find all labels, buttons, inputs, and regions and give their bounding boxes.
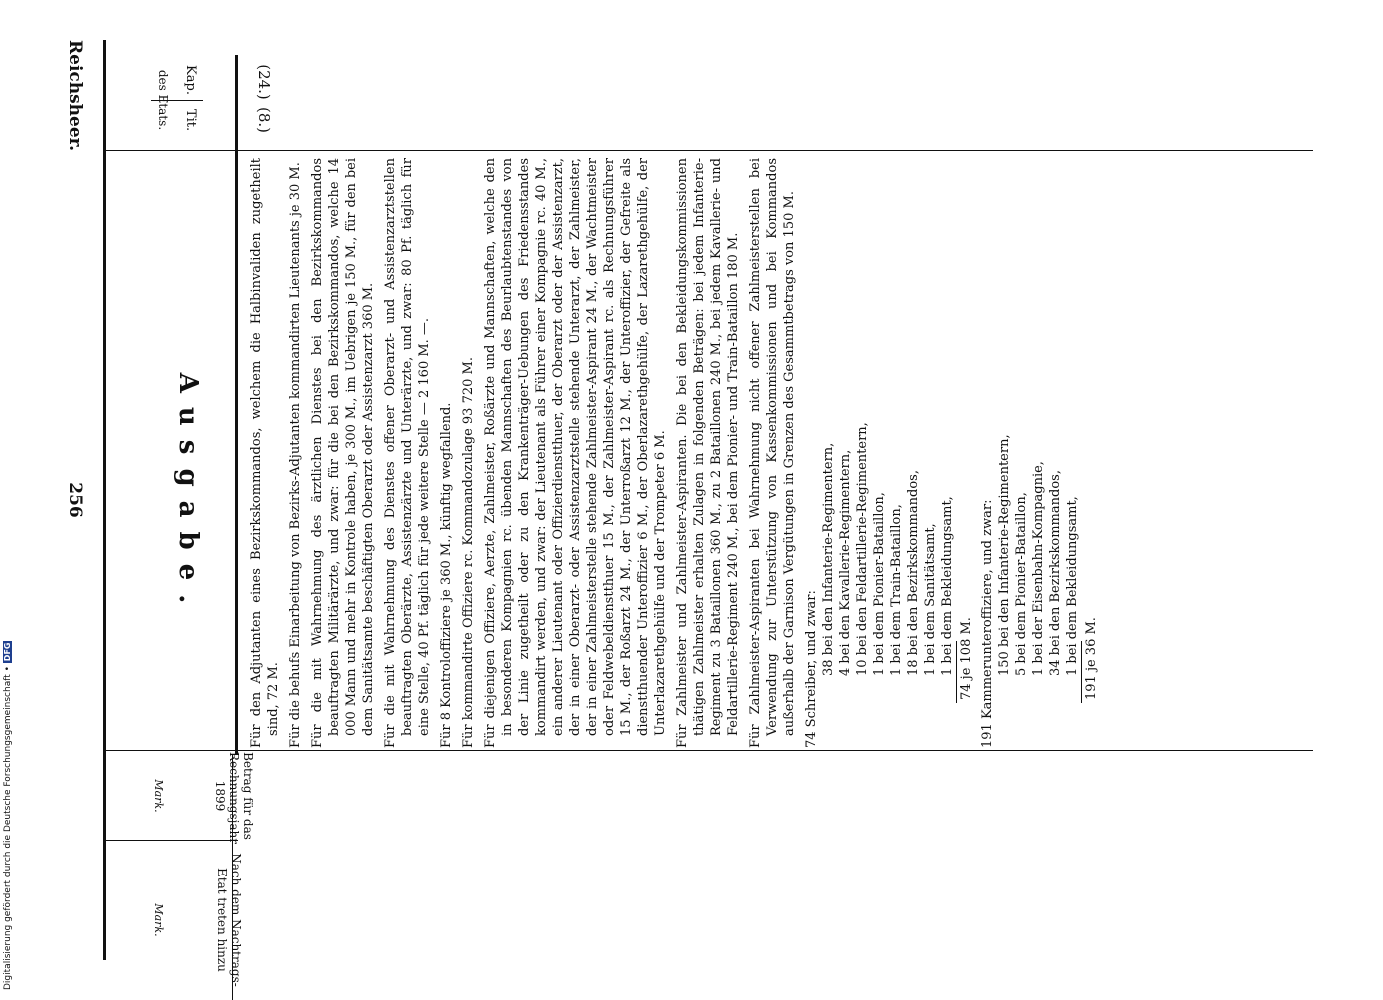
sum-rule <box>956 641 957 703</box>
des-etats-header: des Etats. <box>156 69 170 131</box>
kammer-item: 1 bei der Eisenbahn-Kompagnie, <box>1031 461 1046 676</box>
paragraph-3: Für die mit Wahrnehmung des ärztlichen Dienstes bei den Bezirkskommandos beauftragten Militärärzte, und zwar: für die bei den Bezirkskommandos, welche 14 000 Mann und mehr in Kontrole haben, je 300 M., im Uebrigen je 150 M., für den bei dem Sanitätsamte beschäftigten Oberarzt oder Assistenzarzt 360 M. <box>310 158 376 748</box>
sum-rule <box>1081 641 1082 703</box>
tit-header: Tit. <box>183 108 198 132</box>
schreiber-item: 38 bei den Infanterie-Regimentern, <box>821 442 836 676</box>
unit-mark-1: Mark. <box>152 779 165 813</box>
dfg-logo: DFG <box>3 642 12 662</box>
kammer-item: 1 bei dem Bekleidungsamt, <box>1065 496 1080 676</box>
nachtrags-etat-header: Nach dem Nachtrags-Etat treten hinzu <box>215 853 243 987</box>
kammer-item: 5 bei dem Pionier-Bataillon, <box>1014 492 1029 676</box>
schreiber-list <box>803 158 975 748</box>
paragraph-5: Für 8 Kontroloffiziere je 360 M., künftig wegfallend. <box>439 402 454 748</box>
schreiber-head: 74 Schreiber, und zwar: <box>804 590 819 748</box>
schreiber-item: 4 bei den Kavallerie-Regimentern, <box>838 449 853 676</box>
kammer-list <box>979 158 1100 748</box>
paragraph-2: Für die behufs Einarbeitung von Bezirks-Adjutanten kommandirten Lieutenants je 30 M. <box>288 162 303 748</box>
paragraph-7: Für diejenigen Offiziere, Aerzte, Zahlmeister, Roßärzte und Mannschaften, welche den in besonderen Kompagnien rc. übenden Mannschaften des Beurlaubtenstandes von der Linie zugetheilt oder zu den Krankenträger-Uebungen des Friedensstandes kommandirt werden, und zwar: der Lieutenant als Führer einer Kompagnie rc. 40 M., ein anderer Lieutenant oder Offizierdienstthuer, der Oberarzt oder der Assistenzarzt, der in einer Oberarzt- oder Assistenzarztstelle stehende Unterarzt, der Zahlmeister, der in einer Zahlmeisterstelle stehende Zahlmeister-Aspirant 24 M., der Wachtmeister oder Feldwebeldienstthuer 15 M., der Zahlmeister-Aspirant rc. als Rechnungsführer 15 M., der Roßarzt 24 M., der Unterroßarzt 12 M., der Unteroffizier, der Gefreite als dienstthuender Unteroffizier 6 M., der Oberlazarethgehülfe, der Lazarethgehülfe, der Unterlazarethgehülfe und der Trompeter 6 M. <box>483 158 668 748</box>
body-column <box>248 158 1128 748</box>
betrag-header: Betrag für das Rechnungsjahr 1899 <box>213 752 255 844</box>
unit-mark-2: Mark. <box>152 903 165 937</box>
paragraph-9: Für Zahlmeister-Aspiranten bei Wahrnehmung nicht offener Zahlmeisterstellen bei Verwendung zur Unterstützung von Kassenkommissionen und bei Kommandos außerhalb der Garnison Vergütungen in Grenzen des Gesammtbetrags von 150 M. <box>748 158 797 748</box>
kammer-item: 34 bei den Bezirkskommandos, <box>1048 470 1063 676</box>
header-rule-left <box>235 55 238 755</box>
schreiber-item: 1 bei dem Sanitätsamt, <box>923 523 938 676</box>
schreiber-sum: 74 je 108 M. <box>959 617 974 700</box>
footer-credit-text: Digitalisierung gefördert durch die Deutsche Forschungsgemeinschaft • <box>3 666 13 990</box>
column-divider-right <box>103 840 238 841</box>
running-head: Reichsheer. <box>65 40 85 151</box>
schreiber-item: 1 bei dem Bekleidungsamt, <box>940 496 955 676</box>
section-title: Ausgabe. <box>173 372 203 618</box>
schreiber-item: 10 bei den Feldartillerie-Regimentern, <box>855 422 870 676</box>
schreiber-item: 1 bei dem Pionier-Bataillon, <box>872 492 887 676</box>
paragraph-6: Für kommandirte Offiziere rc. Kommandozulage 93 720 M. <box>461 357 476 748</box>
paragraph-4: Für die mit Wahrnehmung des Dienstes offener Oberarzt- und Assistenzarztstellen beauftragten Oberärzte, Assistenzärzte und Unterärzte, und zwar: 80 Pf. täglich für eine Stelle, 40 Pf. täglich für jede weitere Stelle — 2 160 M. —. <box>383 158 432 748</box>
row-kap-number: (24.) <box>255 64 273 100</box>
paragraph-8: Für Zahlmeister und Zahlmeister-Aspiranten. Die bei den Bekleidungskommissionen thätigen Zahlmeister erhalten Zulagen in folgenden Beträgen: bei jedem Infanterie-Regiment zu 3 Bataillonen 360 M., zu 2 Bataillonen 240 M., bei jedem Kavallerie- und Feldartillerie-Regiment 240 M., bei dem Pionier- und Train-Bataillon 180 M. <box>675 158 741 748</box>
column-divider-middle <box>105 750 1313 751</box>
kammer-sum: 191 je 36 M. <box>1084 617 1099 700</box>
column-divider-left <box>105 150 1313 151</box>
schreiber-item: 1 bei dem Train-Bataillon, <box>889 504 904 676</box>
table-top-rule <box>103 40 106 960</box>
kammer-item: 150 bei den Infanterie-Regimentern, <box>997 434 1012 676</box>
paragraph-1: Für den Adjutanten eines Bezirkskommandos, welchem die Halbinvaliden zugetheilt sind, 72 M. <box>249 158 281 748</box>
row-tit-number: (8.) <box>255 106 273 133</box>
schreiber-item: 18 bei den Bezirkskommandos, <box>906 470 921 676</box>
page-number: 256 <box>65 482 85 518</box>
kap-header: Kap. <box>183 65 198 95</box>
kammer-head: 191 Kammerunteroffiziere, und zwar: <box>980 499 995 748</box>
footer-credit <box>3 600 13 990</box>
